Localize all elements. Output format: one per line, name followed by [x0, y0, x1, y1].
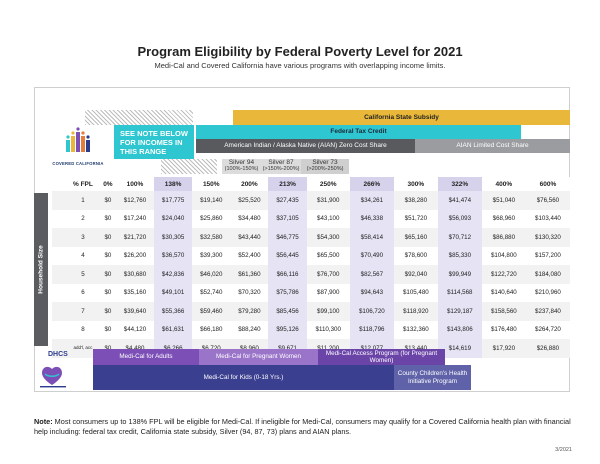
income-cell: $86,880: [482, 228, 526, 247]
table-row: [52, 210, 570, 229]
income-cell: $51,040: [482, 191, 526, 210]
income-cell: $0: [100, 191, 116, 210]
header-blank-cell: [52, 177, 66, 191]
income-cell: $105,480: [394, 284, 438, 303]
column-header: 213%: [268, 177, 306, 191]
covered-california-logo-icon: [58, 126, 98, 166]
income-cell: $130,320: [526, 228, 570, 247]
medi-cal-kids-bar: Medi-Cal for Kids (0-18 Yrs.): [93, 365, 394, 390]
column-header: 600%: [526, 177, 570, 191]
income-cell: $49,101: [154, 284, 192, 303]
footnote-lead: Note:: [34, 417, 53, 426]
income-cell: $85,330: [438, 247, 482, 266]
income-cell: $25,860: [192, 210, 230, 229]
income-cell: $26,880: [526, 339, 570, 358]
income-cell: $27,435: [268, 191, 306, 210]
table-row: [52, 321, 570, 340]
income-cell: $30,680: [116, 265, 154, 284]
income-cell: $76,700: [307, 265, 350, 284]
income-cell: $43,440: [230, 228, 268, 247]
income-cell: $85,456: [268, 302, 306, 321]
income-cell: $38,280: [394, 191, 438, 210]
table-row: [52, 284, 570, 303]
income-cell: $39,300: [192, 247, 230, 266]
fpl-income-table: [52, 177, 570, 358]
income-cell: $65,500: [307, 247, 350, 266]
income-cell: $110,300: [307, 321, 350, 340]
income-cell: $68,960: [482, 210, 526, 229]
income-cell: $61,631: [154, 321, 192, 340]
see-note-line-1: SEE NOTE BELOW: [120, 128, 188, 138]
income-cell: $0: [100, 284, 116, 303]
income-cell: $36,570: [154, 247, 192, 266]
income-cell: $75,786: [268, 284, 306, 303]
silver-73-range: (>200%-250%): [306, 165, 344, 172]
income-cell: $99,949: [438, 265, 482, 284]
household-size-cell: 7: [66, 302, 100, 321]
income-cell: $140,640: [482, 284, 526, 303]
footnote-body: Most consumers up to 138% FPL will be eligible for Medi-Cal. If ineligible for Medi-Cal, consumers may qualify for a Covered California health plan with financial help including: federal tax credit, California state subsidy, Silver (94, 87, 73) plans and AIAN plans.: [34, 417, 571, 436]
income-cell: $157,200: [526, 247, 570, 266]
column-header: 250%: [307, 177, 350, 191]
income-cell: $59,460: [192, 302, 230, 321]
income-cell: $17,240: [116, 210, 154, 229]
income-cell: $21,720: [116, 228, 154, 247]
income-cell: $19,140: [192, 191, 230, 210]
income-cell: $78,600: [394, 247, 438, 266]
table-body: [52, 191, 570, 358]
income-cell: $46,020: [192, 265, 230, 284]
income-cell: $118,796: [350, 321, 394, 340]
income-cell: $56,093: [438, 210, 482, 229]
income-cell: $87,900: [307, 284, 350, 303]
income-cell: $43,100: [307, 210, 350, 229]
income-cell: $104,800: [482, 247, 526, 266]
income-cell: $66,116: [268, 265, 306, 284]
covered-california-logo-text: COVERED CALIFORNIA: [52, 161, 104, 166]
income-cell: $70,490: [350, 247, 394, 266]
column-header: % FPL: [66, 177, 100, 191]
medi-cal-access-bar: Medi-Cal Access Program (for Pregnant Women): [318, 349, 445, 365]
medi-cal-adults-bar: Medi-Cal for Adults: [93, 349, 199, 365]
silver-94-label: [222, 159, 261, 174]
household-size-label: Household Size: [34, 193, 48, 346]
income-cell: $32,580: [192, 228, 230, 247]
household-size-cell: 6: [66, 284, 100, 303]
income-cell: $92,040: [394, 265, 438, 284]
income-cell: $129,187: [438, 302, 482, 321]
household-size-cell: 3: [66, 228, 100, 247]
income-cell: $42,836: [154, 265, 192, 284]
income-cell: $264,720: [526, 321, 570, 340]
column-header: 200%: [230, 177, 268, 191]
see-note-box: [114, 125, 194, 159]
income-cell: $14,619: [438, 339, 482, 358]
income-cell: $61,360: [230, 265, 268, 284]
page-subtitle: Medi-Cal and Covered California have various programs with overlapping income limits.: [154, 61, 446, 70]
income-cell: $56,445: [268, 247, 306, 266]
see-note-line-3: THIS RANGE: [120, 146, 167, 156]
see-note-line-2: FOR INCOMES IN: [120, 137, 183, 147]
column-header: 400%: [482, 177, 526, 191]
income-cell: $37,105: [268, 210, 306, 229]
hatched-region-top: [85, 110, 193, 125]
income-cell: $114,568: [438, 284, 482, 303]
income-cell: $34,480: [230, 210, 268, 229]
column-header: 322%: [438, 177, 482, 191]
aian-zero-cost-band: American Indian / Alaska Native (AIAN) Zero Cost Share: [196, 139, 415, 153]
silver-94-name: Silver 94: [228, 159, 255, 166]
table-row: [52, 302, 570, 321]
silver-87-range: (>150%-200%): [262, 165, 300, 172]
income-cell: $94,643: [350, 284, 394, 303]
income-cell: $0: [100, 210, 116, 229]
income-cell: $184,080: [526, 265, 570, 284]
column-header: 0%: [100, 177, 116, 191]
column-header: 100%: [116, 177, 154, 191]
revision-date: 3/2021: [555, 447, 572, 453]
income-cell: $30,305: [154, 228, 192, 247]
income-cell: $0: [100, 247, 116, 266]
table-row: [52, 247, 570, 266]
income-cell: $122,720: [482, 265, 526, 284]
income-cell: $88,240: [230, 321, 268, 340]
income-cell: $158,560: [482, 302, 526, 321]
income-cell: $41,474: [438, 191, 482, 210]
column-header: 266%: [350, 177, 394, 191]
income-cell: $0: [100, 228, 116, 247]
income-cell: $35,160: [116, 284, 154, 303]
income-cell: $210,960: [526, 284, 570, 303]
income-cell: $24,040: [154, 210, 192, 229]
household-size-cell: 5: [66, 265, 100, 284]
income-cell: $0: [100, 302, 116, 321]
household-size-cell: 2: [66, 210, 100, 229]
silver-94-range: (100%-150%): [224, 165, 259, 172]
income-cell: $106,720: [350, 302, 394, 321]
income-cell: $54,300: [307, 228, 350, 247]
table-row: [52, 228, 570, 247]
income-cell: $65,160: [394, 228, 438, 247]
hatched-region-silver: [161, 159, 217, 174]
income-cell: $66,180: [192, 321, 230, 340]
income-cell: $52,740: [192, 284, 230, 303]
column-header: 138%: [154, 177, 192, 191]
column-header: 300%: [394, 177, 438, 191]
income-cell: $34,261: [350, 191, 394, 210]
income-cell: $26,200: [116, 247, 154, 266]
table-row: [52, 191, 570, 210]
income-cell: $51,720: [394, 210, 438, 229]
income-cell: $52,400: [230, 247, 268, 266]
table-row: [52, 265, 570, 284]
silver-73-name: Silver 73: [312, 159, 338, 166]
state-subsidy-band: California State Subsidy: [233, 110, 570, 125]
household-size-cell: 1: [66, 191, 100, 210]
income-cell: $46,775: [268, 228, 306, 247]
income-cell: $237,840: [526, 302, 570, 321]
income-cell: $0: [100, 265, 116, 284]
silver-73-label: [301, 159, 349, 174]
income-cell: $12,760: [116, 191, 154, 210]
footnote: [34, 417, 574, 437]
income-cell: $17,775: [154, 191, 192, 210]
household-size-cell: 8: [66, 321, 100, 340]
income-cell: $176,480: [482, 321, 526, 340]
income-cell: $103,440: [526, 210, 570, 229]
income-cell: $76,560: [526, 191, 570, 210]
income-cell: $118,920: [394, 302, 438, 321]
dhcs-logo-text: DHCS: [48, 351, 68, 358]
cchi-program-bar: County Children's Health Initiative Program: [394, 365, 471, 390]
income-cell: $17,920: [482, 339, 526, 358]
page-title: Program Eligibility by Federal Poverty Level for 2021: [137, 44, 463, 59]
income-cell: $70,712: [438, 228, 482, 247]
federal-tax-credit-band: Federal Tax Credit: [196, 125, 521, 139]
income-cell: $95,126: [268, 321, 306, 340]
column-header: 150%: [192, 177, 230, 191]
income-cell: $143,806: [438, 321, 482, 340]
income-cell: $31,900: [307, 191, 350, 210]
silver-87-label: [261, 159, 301, 174]
income-cell: $39,640: [116, 302, 154, 321]
household-size-cell: 4: [66, 247, 100, 266]
income-cell: $25,520: [230, 191, 268, 210]
silver-87-name: Silver 87: [268, 159, 294, 166]
income-cell: $79,280: [230, 302, 268, 321]
medi-cal-pregnant-bar: Medi-Cal for Pregnant Women: [199, 349, 318, 365]
income-cell: $70,320: [230, 284, 268, 303]
income-cell: $82,567: [350, 265, 394, 284]
table-header-row: [52, 177, 570, 191]
income-cell: $58,414: [350, 228, 394, 247]
income-cell: $44,120: [116, 321, 154, 340]
income-cell: $46,338: [350, 210, 394, 229]
income-cell: $99,100: [307, 302, 350, 321]
income-cell: $0: [100, 321, 116, 340]
income-cell: $55,366: [154, 302, 192, 321]
household-size-cell: add'l, acc: [66, 339, 100, 358]
income-cell: $132,360: [394, 321, 438, 340]
aian-limited-cost-band: AIAN Limited Cost Share: [415, 139, 570, 153]
